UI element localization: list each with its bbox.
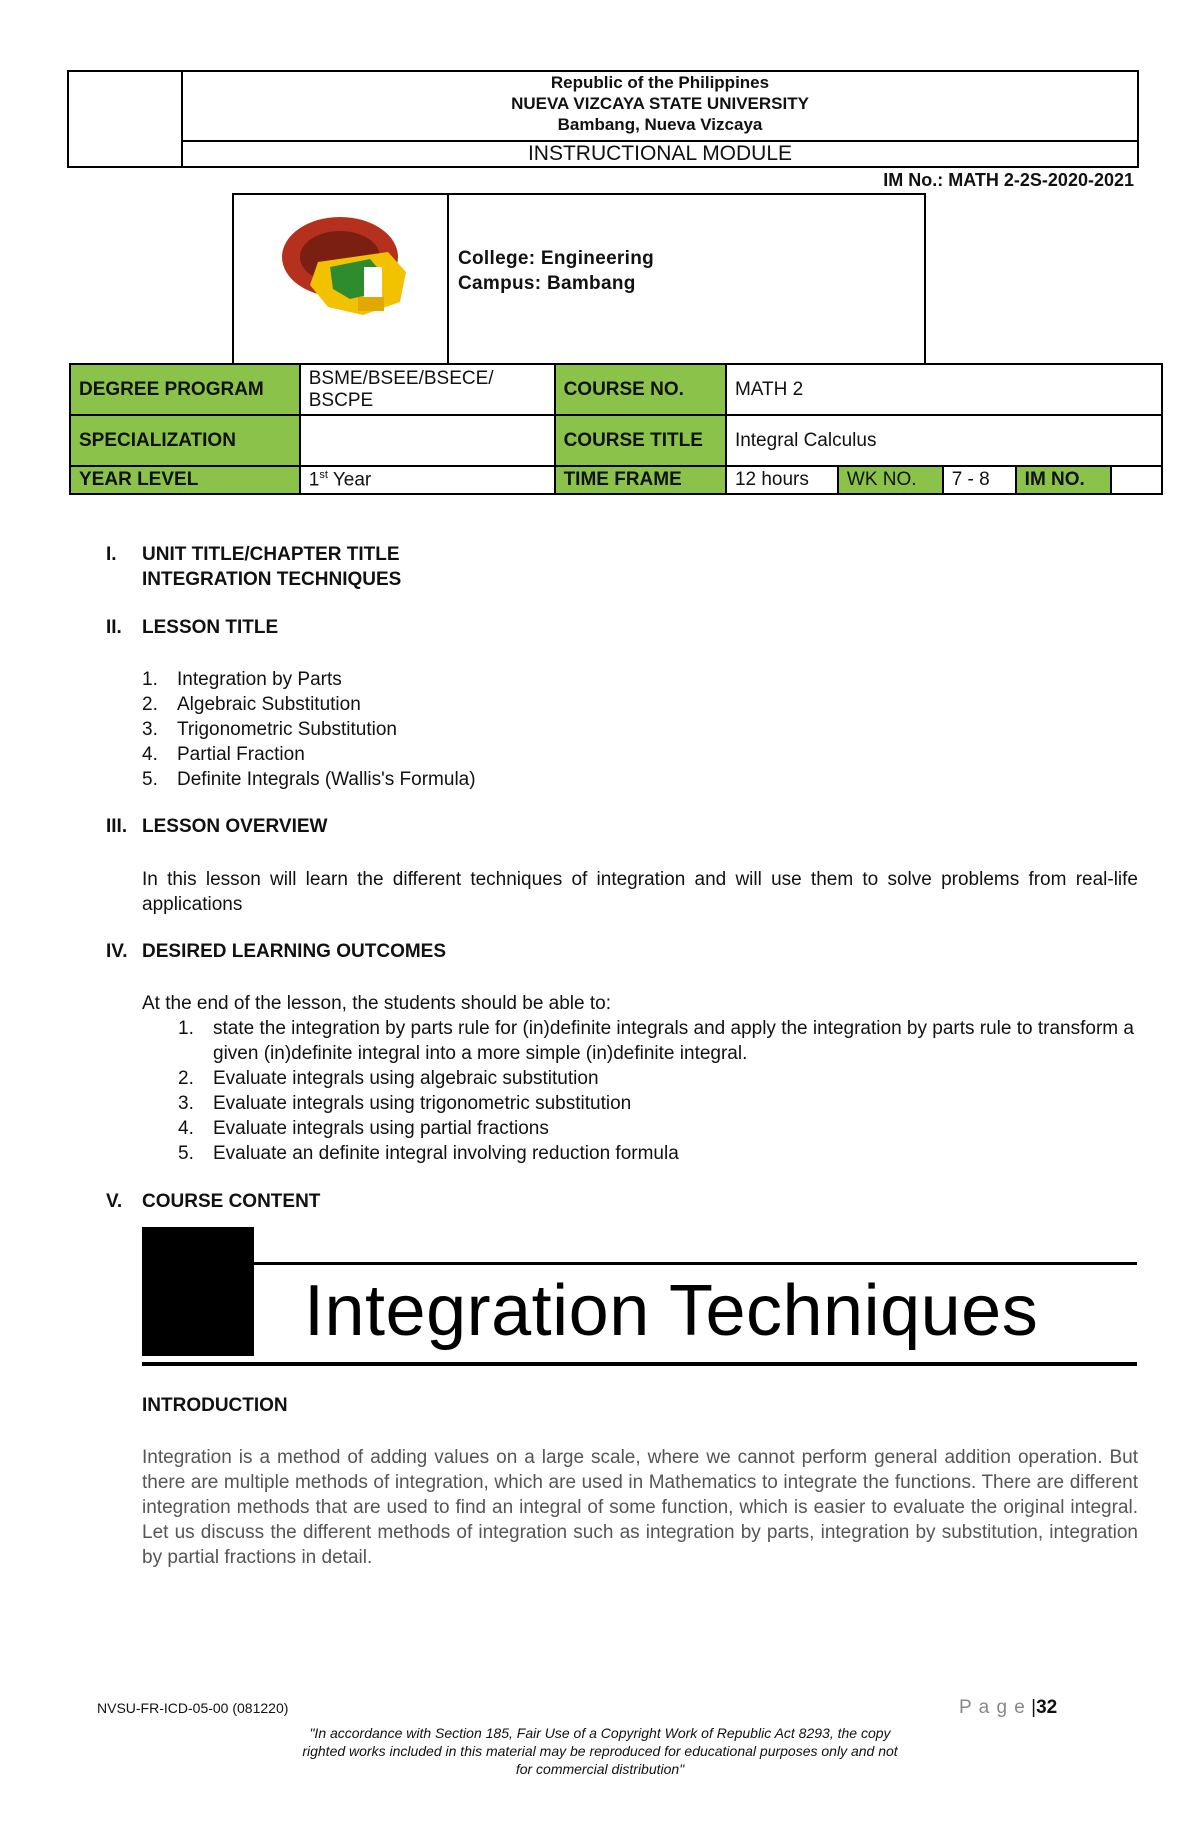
college-logo [278,207,413,322]
overview-text: In this lesson will learn the different techniques of integration and will use them to solve problems from real-life applications [142,869,1138,915]
im-label: IM NO. [1016,466,1111,494]
degree-label: DEGREE PROGRAM [70,364,300,415]
list-item: 1. state the integration by parts rule for (in)definite integrals and apply the integration by parts rule to transform a given (in)definite integral into a more simple (in)definite integral. [178,1018,1134,1064]
specialization-value [300,415,555,466]
footer-form-code: NVSU-FR-ICD-05-00 (081220) [97,1700,289,1716]
list-item: 5. Evaluate an definite integral involving reduction formula [178,1143,679,1164]
page-separator: | [1031,1697,1037,1718]
header-text [183,72,1137,142]
section-4-number: IV. [106,941,128,962]
intro-heading: INTRODUCTION [142,1395,288,1416]
im-value [1111,466,1162,494]
intro-text: Integration is a method of adding values on a large scale, where we cannot perform general addition operation. But there are multiple methods of integration, which are used in Mathematics to integrate the functions. There are different integration methods that are used to find an integral of some function, which is easier to evaluate the original integral. Let us discuss the different methods of integration such as integration by parts, integration by substitution, integration by partial fractions in detail. [142,1447,1138,1568]
year-suffix: st [319,469,328,481]
section-5-number: V. [106,1191,123,1212]
section-3-title: LESSON OVERVIEW [142,816,328,837]
year-level-value [300,466,555,494]
lesson-list [142,667,476,792]
course-title-value: Integral Calculus [726,415,1162,466]
college-name: College: Engineering [458,248,655,269]
logo-white-block [364,267,382,297]
year-level-label: YEAR LEVEL [70,466,300,494]
im-number: IM No.: MATH 2-2S-2020-2021 [883,170,1134,190]
section-1-number: I. [106,544,117,565]
list-item: 5. Definite Integrals (Wallis's Formula) [142,769,476,790]
list-item: 3. Trigonometric Substitution [142,719,398,740]
banner-bottom-rule [142,1362,1137,1366]
course-info-table [69,363,1163,495]
logo-base [358,297,384,311]
section-5-title: COURSE CONTENT [142,1191,321,1212]
section-2-number: II. [106,617,122,638]
location-line: Bambang, Nueva Vizcaya [557,115,763,134]
course-no-label: COURSE NO. [555,364,726,415]
page-number [959,1697,1057,1719]
outcomes [142,991,1138,1166]
specialization-label: SPECIALIZATION [70,415,300,466]
outcomes-intro: At the end of the lesson, the students should be able to: [142,993,611,1014]
module-title: INSTRUCTIONAL MODULE [527,142,793,165]
section-3 [106,816,327,838]
college-box-divider [447,193,449,365]
list-item: 2. Algebraic Substitution [142,694,361,715]
year-word: Year [327,469,372,491]
week-label: WK NO. [838,466,943,494]
fair-use-notice: "In accordance with Section 185, Fair Use of a Copyright Work of Republic Act 8293, the copy righted works included in this material may be reproduced for educational purposes only and not for commercial distribution" [302,1725,898,1777]
course-no-value: MATH 2 [726,364,1162,415]
section-5 [106,1191,320,1213]
course-title-label: COURSE TITLE [555,415,726,466]
banner-top-rule [254,1262,1137,1265]
republic-line: Republic of the Philippines [550,73,770,92]
college-info [458,246,654,296]
year-number: 1 [308,469,320,491]
list-item: 1. Integration by Parts [142,669,342,690]
section-1-title: UNIT TITLE/CHAPTER TITLE [142,544,400,565]
page-value: 32 [1036,1697,1058,1718]
section-2-title: LESSON TITLE [142,617,279,638]
time-frame-value: 12 hours [726,466,838,494]
section-1-subtitle: INTEGRATION TECHNIQUES [142,569,402,590]
page-label: P a g e [959,1697,1026,1718]
section-2 [106,617,278,639]
section-3-number: III. [106,816,128,837]
time-frame-label: TIME FRAME [555,466,726,494]
section-4 [106,941,446,963]
campus-name: Campus: Bambang [458,273,636,294]
degree-value: BSME/BSEE/BSECE/ BSCPE [300,364,555,415]
list-item: 2. Evaluate integrals using algebraic substitution [178,1068,599,1089]
list-item: 4. Evaluate integrals using partial fractions [178,1118,549,1139]
university-line: NUEVA VIZCAYA STATE UNIVERSITY [511,94,809,113]
section-1 [106,542,401,592]
week-value: 7 - 8 [943,466,1016,494]
list-item: 3. Evaluate integrals using trigonometric substitution [178,1093,632,1114]
chapter-title: Integration Techniques [304,1271,1039,1351]
list-item: 4. Partial Fraction [142,744,305,765]
section-4-title: DESIRED LEARNING OUTCOMES [142,941,447,962]
chapter-block [142,1227,254,1356]
